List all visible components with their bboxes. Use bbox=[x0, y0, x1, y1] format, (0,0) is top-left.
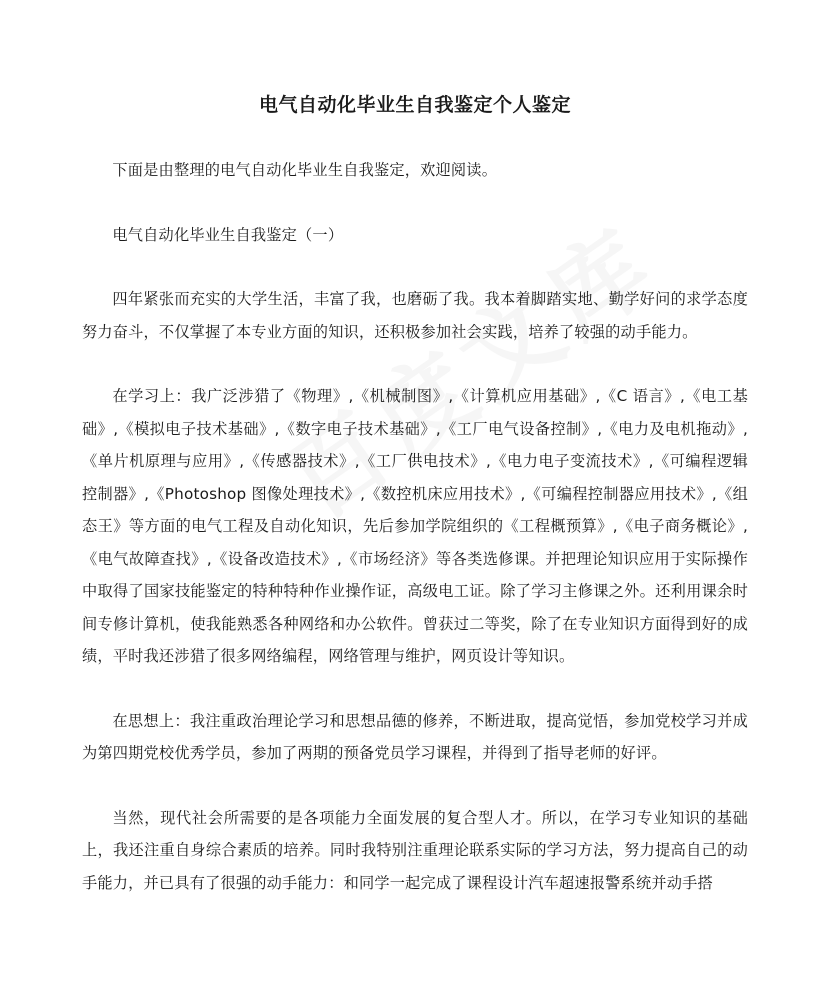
paragraph-study: 在学习上：我广泛涉猎了《物理》,《机械制图》,《计算机应用基础》,《C 语言》,《电工基础》,《模拟电子技术基础》,《数字电子技术基础》,《工厂电气设备控制》,《电力及电机拖动》,《单片机原理与应用》,《传感器技术》,《工厂供电技术》,《电力电子变流技术》,《可编程逻辑控制器》,《Photoshop 图像处理技术》,《数控机床应用技术》,《可编程控制器应用技术》,《组态王》等方面的电气工程及自动化知识，先后参加学院组织的《工程概预算》,《电子商务概论》,《电气故障查找》,《设备改造技术》,《市场经济》等各类选修课。并把理论知识应用于实际操作中取得了国家技能鉴定的特种特种作业操作证，高级电工证。除了学习主修课之外。还利用课余时间专修计算机，使我能熟悉各种网络和办公软件。曾获过二等奖，除了在专业知识方面得到好的成绩，平时我还涉猎了很多网络编程，网络管理与维护，网页设计等知识。 bbox=[82, 387, 748, 665]
intro-paragraph: 下面是由整理的电气自动化毕业生自我鉴定，欢迎阅读。 bbox=[112, 161, 498, 179]
section-heading: 电气自动化毕业生自我鉴定（一） bbox=[112, 225, 344, 244]
paragraph-thought: 在思想上：我注重政治理论学习和思想品德的修养，不断进取，提高觉悟，参加党校学习并成为第四期党校优秀学员，参加了两期的预备党员学习课程，并得到了指导老师的好评。 bbox=[82, 711, 748, 762]
paragraph-ability: 当然，现代社会所需要的是各项能力全面发展的复合型人才。所以，在学习专业知识的基础上，我还注重自身综合素质的培养。同时我特别注重理论联系实际的学习方法，努力提高自己的动手能力，并已具有了很强的动手能力：和同学一起完成了课程设计汽车超速报警系统并动手搭 bbox=[82, 808, 748, 892]
page-title: 电气自动化毕业生自我鉴定个人鉴定 bbox=[258, 94, 571, 116]
paragraph-overview: 四年紧张而充实的大学生活，丰富了我，也磨砺了我。我本着脚踏实地、勤学好问的求学态度努力奋斗，不仅掌握了本专业方面的知识，还积极参加社会实践，培养了较强的动手能力。 bbox=[82, 290, 748, 341]
document-body bbox=[82, 154, 748, 931]
